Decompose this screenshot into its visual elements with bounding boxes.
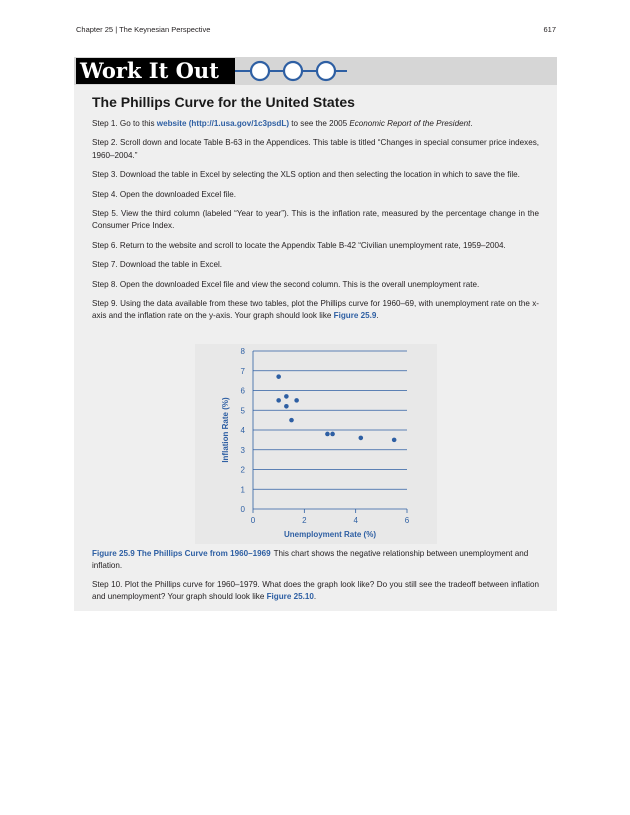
y-tick-label-3: 3 (240, 445, 245, 455)
step-5: Step 5. View the third column (labeled “Year to year”). This is the inflation rate, measured by the percentage change in the Consumer Price Index. (92, 209, 539, 231)
step-6: Step 6. Return to the website and scroll to locate the Appendix Table B-42 “Civilian unemployment rate, 1959–2004. (92, 240, 506, 250)
running-title: Chapter 25 | The Keynesian Perspective (76, 25, 211, 34)
y-tick-label-0: 0 (240, 505, 245, 514)
data-point-9 (359, 436, 364, 441)
banner-title: Work It Out (76, 58, 235, 84)
work-it-out-banner (74, 57, 557, 85)
y-tick-label-8: 8 (240, 347, 245, 356)
figure-caption-text: This chart shows the negative relationship between unemployment and inflation. (92, 549, 529, 571)
data-point-2 (276, 398, 281, 403)
step-4: Step 4. Open the downloaded Excel file. (92, 189, 236, 199)
figure-25-9-link[interactable]: Figure 25.9 (333, 311, 377, 321)
phillips-curve-chart (195, 344, 437, 544)
data-point-5 (289, 418, 294, 423)
y-tick-label-2: 2 (240, 465, 245, 475)
y-tick-label-7: 7 (240, 366, 245, 376)
page-number: 617 (543, 25, 556, 34)
data-point-7 (325, 432, 330, 437)
x-tick-label-4: 4 (353, 516, 358, 525)
y-axis-label: Inflation Rate (%) (221, 397, 230, 463)
data-point-4 (284, 404, 289, 409)
data-point-8 (330, 432, 335, 437)
figure-caption (92, 548, 539, 573)
x-axis-label: Unemployment Rate (%) (283, 530, 377, 539)
y-tick-label-1: 1 (240, 485, 245, 495)
y-tick-label-6: 6 (240, 386, 245, 396)
step-7: Step 7. Download the table in Excel. (92, 260, 223, 270)
chart-svg (195, 344, 437, 544)
step-8: Step 8. Open the downloaded Excel file and view the second column. This is the overall unemployment rate. (92, 279, 480, 289)
step-9: Step 9. Using the data available from these two tables, plot the Phillips curve for 1960–69, with unemployment rate on the x-axis and the inflation rate on the y-axis. Your graph should look like Figure 25.9. (92, 299, 539, 321)
step-10: Step 10. Plot the Phillips curve for 1960–1979. What does the graph look like? Do you still see the tradeoff between inflation and unemployment? Your graph should look like Figure 25.10. (92, 580, 539, 602)
data-point-6 (294, 398, 299, 403)
banner-circles-icon (235, 60, 355, 82)
section-title: The Phillips Curve for the United States (92, 94, 355, 110)
data-point-10 (392, 438, 397, 443)
data-point-3 (284, 394, 289, 399)
x-tick-label-6: 6 (404, 516, 410, 525)
figure-25-10-link[interactable]: Figure 25.10 (266, 592, 314, 602)
data-point-1 (276, 374, 281, 379)
step-2: Step 2. Scroll down and locate Table B-63 in the Appendices. This table is titled “Changes in special consumer price indexes, 1960–2004.” (92, 138, 539, 160)
y-tick-label-5: 5 (240, 406, 245, 416)
figure-label: Figure 25.9 The Phillips Curve from 1960–1969 (92, 549, 271, 558)
y-tick-label-4: 4 (240, 426, 245, 435)
step-1: Step 1. Go to this website (http://1.usa.gov/1c3psdL) to see the 2005 Economic Report of the President. (92, 119, 473, 128)
running-head (76, 25, 556, 34)
work-it-out-panel (74, 57, 557, 611)
x-tick-label-0: 0 (250, 516, 256, 525)
website-link[interactable]: website (http://1.usa.gov/1c3psdL) (156, 119, 290, 128)
step-3: Step 3. Download the table in Excel by selecting the XLS option and then selecting the location in which to save the file. (92, 170, 520, 180)
x-tick-label-2: 2 (302, 516, 307, 525)
steps-list (92, 118, 539, 330)
